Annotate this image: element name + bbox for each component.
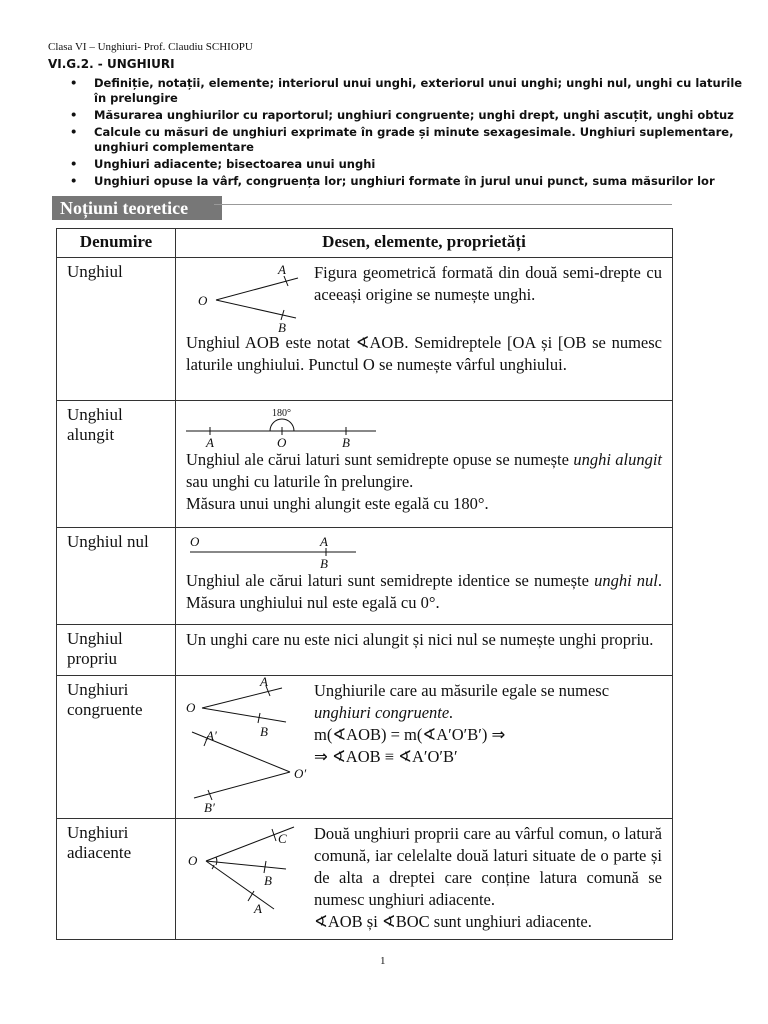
description-text: Unghiul AOB este notat ∢AOB. Semidreptele [OA și [OB se numesc laturile unghiului. Punctul O se numește vârful unghiului. [186, 333, 662, 374]
list-item: • Calcule cu măsuri de unghiuri exprimate în grade și minute sexagesimale. Unghiuri suplementare, unghiuri complementare [94, 125, 754, 155]
section-divider [214, 204, 672, 205]
label-o: O [198, 293, 208, 308]
row-content [176, 676, 673, 819]
row-name: Unghiuri congruente [57, 676, 176, 819]
description-text: Unghiul ale cărui laturi sunt semidrepte opuse se numește unghi alungit sau unghi cu laturile în prelungire. Măsura unui unghi alungit este egală cu 180°. [186, 450, 662, 513]
page-title: VI.G.2. - UNGHIURI [48, 57, 175, 71]
label-a: A [260, 674, 268, 689]
column-header: Denumire [57, 229, 176, 258]
page-number: 1 [380, 955, 386, 967]
section-banner: Noțiuni teoretice [52, 196, 222, 220]
label-degrees: 180° [272, 408, 291, 419]
label-o: O [186, 700, 196, 715]
row-content [176, 401, 673, 528]
adjacent-angles-figure [182, 821, 322, 933]
label-b: B [278, 320, 286, 335]
straight-angle-figure [186, 405, 386, 449]
label-c: C [278, 831, 287, 846]
list-item: • Unghiuri adiacente; bisectoarea unui unghi [94, 157, 754, 172]
table-header-row [57, 229, 673, 258]
list-item: • Măsurarea unghiurilor cu raportorul; unghiuri congruente; unghi drept, unghi ascuțit, unghi obtuz [94, 108, 754, 123]
row-name: Unghiul [57, 258, 176, 401]
row-name: Unghiul nul [57, 528, 176, 625]
label-b: B [320, 556, 328, 571]
description-text: Două unghiuri proprii care au vârful comun, o latură comună, iar celelalte două laturi situate de o parte și de alta a dreptei care conține latura comună se numesc unghiuri adiacente. ∢AOB și ∢BOC sunt unghiuri adiacente. [314, 824, 662, 931]
description-text: Unghiul ale cărui laturi sunt semidrepte identice se numește unghi nul. Măsura unghiului nul este egală cu 0°. [186, 571, 662, 612]
row-content [176, 528, 673, 625]
list-item: • Definiție, notații, elemente; interiorul unui unghi, exteriorul unui unghi; unghi nul, unghi cu laturile în prelungire [94, 76, 754, 106]
row-name: Unghiul propriu [57, 625, 176, 676]
label-o-prime: O′ [294, 766, 307, 781]
description-text: Unghiurile care au măsurile egale se numesc unghiuri congruente. m(∢AOB) = m(∢A′O′B′) ⇒ ⇒ ∢AOB ≡ ∢A′O′B′ [314, 681, 610, 766]
label-a: A [278, 262, 286, 277]
angle-figure [186, 262, 326, 335]
table-row [57, 819, 673, 940]
table-row [57, 676, 673, 819]
page-header: Clasa VI – Unghiuri- Prof. Claudiu SCHIOPU [48, 41, 253, 53]
label-a: A [320, 534, 328, 549]
row-content [176, 819, 673, 940]
label-a-prime: A′ [206, 728, 217, 743]
label-o: O [277, 435, 287, 450]
table-row [57, 625, 673, 676]
theory-table [56, 228, 673, 940]
label-o: O [190, 534, 200, 549]
definition-text: Figura geometrică formată din două semi-drepte cu aceeași origine se numește unghi. [314, 263, 662, 304]
label-b: B [260, 724, 268, 739]
congruent-angles-figure [182, 674, 322, 815]
table-row [57, 401, 673, 528]
label-b: B [264, 873, 272, 888]
description-text: Un unghi care nu este nici alungit și nici nul se numește unghi propriu. [186, 630, 654, 649]
column-header: Desen, elemente, proprietăți [176, 229, 673, 258]
row-name: Unghiuri adiacente [57, 819, 176, 940]
row-content [176, 625, 673, 676]
label-o: O [188, 853, 198, 868]
list-item: • Unghiuri opuse la vârf, congruența lor; unghiuri formate în jurul unui punct, suma măsurilor lor [94, 174, 754, 189]
label-a: A [206, 435, 214, 450]
table-row [57, 258, 673, 401]
label-b: B [342, 435, 350, 450]
label-a: A [254, 901, 262, 916]
null-angle-figure [186, 532, 386, 570]
topic-list [70, 76, 754, 191]
label-b-prime: B′ [204, 800, 215, 815]
table-row [57, 528, 673, 625]
row-name: Unghiul alungit [57, 401, 176, 528]
row-content [176, 258, 673, 401]
